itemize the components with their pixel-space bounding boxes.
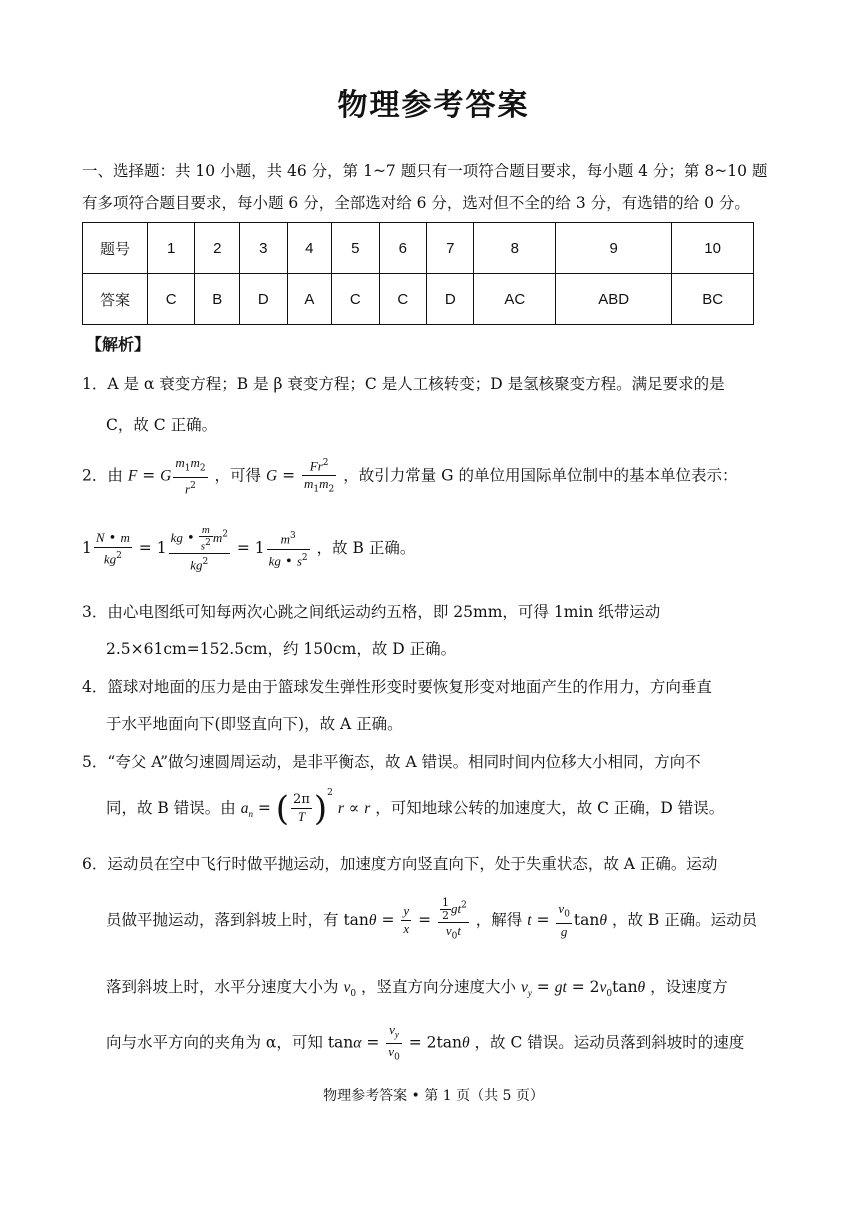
table-cell: C — [379, 274, 426, 325]
table-cell: 10 — [672, 223, 754, 274]
table-cell: D — [240, 274, 287, 325]
q2-formula-line: 2．由 F = G $\frac{m_1m_2}{r^2}$ ，可得 G = $\frac{Fr^2}{m_1m_2}$ ，故引力常量 G 的单位用国际单位制中的基本单位表示： — [82, 455, 738, 496]
q6-line1: 6．运动员在空中飞行时做平抛运动，加速度方向竖直向下，处于失重状态，故 A 正确。运动 — [82, 855, 718, 873]
table-row — [83, 223, 754, 274]
analysis-heading: 【解析】 — [86, 335, 151, 354]
table-cell: A — [287, 274, 332, 325]
table-cell: 8 — [474, 223, 556, 274]
q5-line2: 同，故 B 错误。由 $a_n$ = ( $\frac{2\pi}{T}$ )$^2$ r ∝ r ，可知地球公转的加速度大，故 C 正确，D 错误。 — [106, 788, 725, 829]
table-cell: 5 — [332, 223, 379, 274]
q1-line2: C，故 C 正确。 — [106, 416, 218, 434]
q3-line1: 3．由心电图纸可知每两次心跳之间纸运动约五格，即 25mm，可得 1min 纸带运动 — [82, 603, 661, 621]
formula-gravitation: F — [127, 467, 138, 485]
answer-table — [82, 222, 754, 325]
page-title: 物理参考答案 — [337, 88, 530, 123]
table-cell: 1 — [148, 223, 195, 274]
row-header-answer: 答案 — [83, 274, 148, 325]
table-cell: 4 — [287, 223, 332, 274]
table-cell: BC — [672, 274, 754, 325]
section1-line1: 一、选择题：共 10 小题，共 46 分，第 1~7 题只有一项符合题目要求，每小题 4 分；第 8~10 题 — [82, 162, 768, 180]
section1-line2: 有多项符合题目要求，每小题 6 分，全部选对给 6 分，选对但不全的给 3 分，有选错的给 0 分。 — [82, 194, 750, 212]
table-cell: B — [195, 274, 240, 325]
q6-line4: 向与水平方向的夹角为 α，可知 tanα = $\frac{v_y}{v_0}$ = 2tanθ ，故 C 错误。运动员落到斜坡时的速度 — [106, 1022, 745, 1063]
row-header-number: 题号 — [83, 223, 148, 274]
q3-line2: 2.5×61cm=152.5cm，约 150cm，故 D 正确。 — [106, 640, 457, 658]
q5-line1: 5．“夸父 A”做匀速圆周运动，是非平衡态，故 A 错误。相同时间内位移大小相同，方向不 — [82, 753, 701, 771]
table-cell: 6 — [379, 223, 426, 274]
table-cell: D — [427, 274, 474, 325]
table-cell: 7 — [427, 223, 474, 274]
q4-line2: 于水平地面向下(即竖直向下)，故 A 正确。 — [106, 715, 403, 733]
table-cell: C — [332, 274, 379, 325]
q1-line1: 1．A 是 α 衰变方程；B 是 β 衰变方程；C 是人工核转变；D 是氢核聚变方程。满足要求的是 — [82, 375, 725, 393]
q2-unit-line: 1 $\frac{N • m}{kg^2}$ = 1 kg • $\frac{m}{s^2}$ $m^2$ $kg^2$ = 1 $\frac{m^3}{kg • s^2}$ ，故 B 正确。 — [82, 524, 416, 572]
q6-line3: 落到斜坡上时，水平分速度大小为 $v_0$ ，竖直方向分速度大小 $v_y$ = gt = $2v_0\tan\theta$ ，设速度方 — [106, 978, 728, 1000]
page-footer: 物理参考答案 • 第 1 页（共 5 页） — [323, 1088, 544, 1104]
table-cell: 9 — [556, 223, 672, 274]
table-cell: AC — [474, 274, 556, 325]
table-cell: ABD — [556, 274, 672, 325]
table-row — [83, 274, 754, 325]
table-cell: 2 — [195, 223, 240, 274]
formula-g-expression: G — [265, 467, 278, 485]
table-cell: 3 — [240, 223, 287, 274]
q4-line1: 4．篮球对地面的压力是由于篮球发生弹性形变时要恢复形变对地面产生的作用力，方向垂直 — [82, 678, 712, 696]
q6-line2: 员做平抛运动，落到斜坡上时，有 tanθ = $\frac{y}{x}$ = $\frac{1}{2}$ $gt^2$ $v_0t$ ，解得 t = $\frac{v_0}{g}$ tanθ ，故 B 正确。运动员 — [106, 896, 758, 942]
table-cell: C — [148, 274, 195, 325]
